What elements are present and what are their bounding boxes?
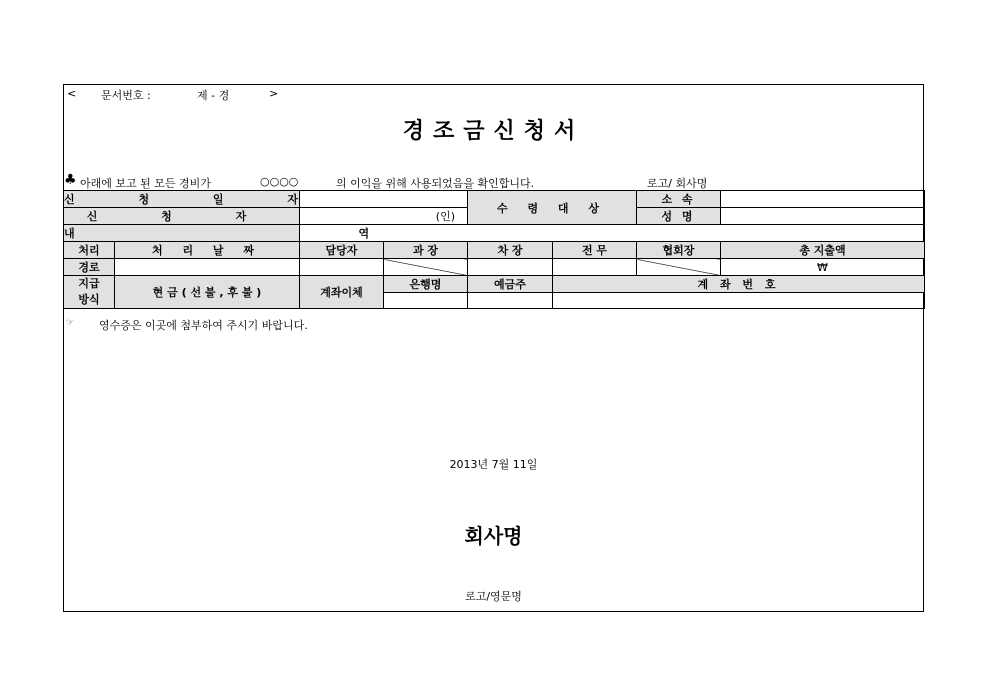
chairman-label: 협회장 <box>637 242 721 259</box>
doc-number-open: < <box>67 87 77 100</box>
doc-number-label: 문서번호 : <box>101 89 151 102</box>
confirm-circles: ○○○○ <box>260 175 299 188</box>
recipient-label: 수 령 대 상 <box>468 191 637 225</box>
issue-date: 2013년 7월 11일 <box>449 458 538 471</box>
pay-method-label-1: 지급 <box>78 277 100 290</box>
dept-field[interactable] <box>721 191 925 208</box>
confirm-text-1: 아래에 보고 된 모든 경비가 <box>80 177 211 190</box>
holder-field[interactable] <box>468 293 553 309</box>
club-icon: ♣ <box>64 172 77 188</box>
cash-option[interactable]: 현 금 ( 선 불 , 후 불 ) <box>115 276 300 309</box>
total-label: 총 지출액 <box>721 242 925 259</box>
details-label: 내 역 <box>64 225 300 242</box>
bank-field[interactable] <box>384 293 468 309</box>
application-table <box>63 190 925 309</box>
doc-number-value: 제 - 경 <box>197 89 230 102</box>
applicant-label: 신 청 자 <box>64 208 300 225</box>
dept-label: 소 속 <box>637 191 721 208</box>
holder-label: 예금주 <box>468 276 553 293</box>
manager-label: 과 장 <box>384 242 468 259</box>
process-route-label-1: 처리 <box>64 242 115 259</box>
process-date-label: 처 리 날 짜 <box>115 242 300 259</box>
chairman-sign-field <box>637 259 721 276</box>
pointing-hand-icon: ☞ <box>66 318 75 328</box>
doc-number-close: > <box>269 87 279 100</box>
pay-method-label <box>64 276 115 309</box>
account-label: 계 좌 번 호 <box>553 276 925 293</box>
transfer-option[interactable]: 계좌이체 <box>300 276 384 309</box>
process-route-label-2: 경로 <box>64 259 115 276</box>
logo-name: 로고/영문명 <box>465 590 522 603</box>
name-label: 성 명 <box>637 208 721 225</box>
account-field[interactable] <box>553 293 925 309</box>
pay-method-label-2: 방식 <box>78 293 100 306</box>
apply-date-label: 신 청 일 자 <box>64 191 300 208</box>
company-name: 회사명 <box>464 524 523 548</box>
staff-label: 담당자 <box>300 242 384 259</box>
confirm-text-2: 의 이익을 위해 사용되었음을 확인합니다. <box>336 177 535 190</box>
page-title: 경조금신청서 <box>402 119 585 144</box>
deputy-label: 차 장 <box>468 242 553 259</box>
director-label: 전 무 <box>553 242 637 259</box>
receipt-note: 영수증은 이곳에 첨부하여 주시기 바랍니다. <box>99 319 308 332</box>
name-field[interactable] <box>721 208 925 225</box>
won-sign: ₩ <box>817 260 828 274</box>
director-sign-field[interactable] <box>553 259 637 276</box>
manager-sign-field <box>384 259 468 276</box>
staff-sign-field[interactable] <box>300 259 384 276</box>
logo-company-label: 로고/ 회사명 <box>647 177 708 190</box>
deputy-sign-field[interactable] <box>468 259 553 276</box>
process-date-field[interactable] <box>115 259 300 276</box>
seal-mark: (인) <box>435 210 455 223</box>
applicant-field[interactable] <box>300 208 468 225</box>
bank-label: 은행명 <box>384 276 468 293</box>
total-amount-field[interactable] <box>721 259 925 276</box>
